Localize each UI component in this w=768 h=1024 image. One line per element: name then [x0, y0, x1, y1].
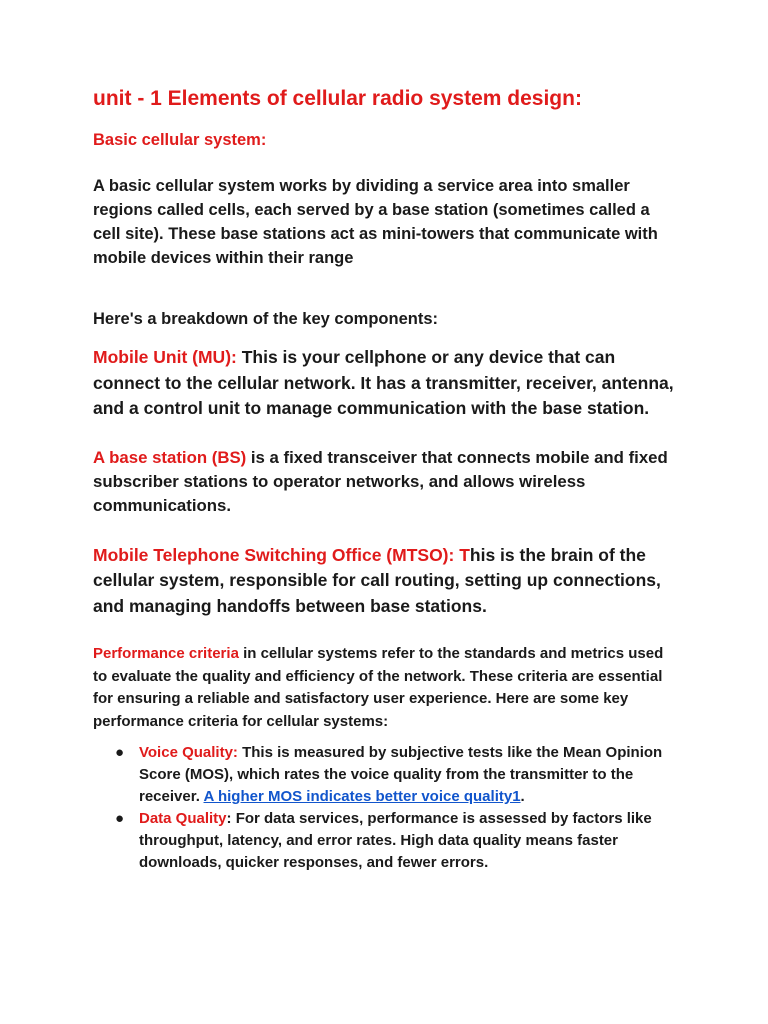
criteria-text: This is measured by subjective tests like the Mean Opinion Score (MOS), which rates the voice quality from the transmitter to the receiver. — [139, 744, 663, 805]
performance-paragraph — [93, 643, 678, 733]
intro-paragraph: A basic cellular system works by dividing a service area into smaller regions called cells, each served by a base station (sometimes called a cell site). These base stations act as mini-towers that communicate with mobile devices within their range — [93, 177, 658, 267]
component-term: A base station (BS) — [93, 447, 247, 467]
bullet-icon: ● — [115, 810, 125, 827]
section-heading: Basic cellular system: — [93, 131, 267, 149]
page-title: unit - 1 Elements of cellular radio system design: — [93, 87, 582, 110]
bullet-icon: ● — [115, 744, 125, 761]
list-item — [93, 742, 678, 808]
component-base-station — [93, 446, 678, 518]
mos-reference-link[interactable]: A higher MOS indicates better voice quality1 — [203, 788, 521, 805]
criteria-list — [93, 742, 678, 874]
component-text: This is your cellphone or any device that can connect to the cellular network. It has a transmitter, receiver, antenna, and a control unit to manage communication with the base station. — [93, 347, 674, 418]
criteria-term: Data Quality — [139, 810, 227, 827]
criteria-term: Voice Quality: — [139, 744, 238, 761]
component-text: is a fixed transceiver that connects mobile and fixed subscriber stations to operator networks, and allows wireless communications. — [93, 447, 668, 515]
criteria-text-end: . — [520, 788, 525, 805]
criteria-text: : For data services, performance is assessed by factors like throughput, latency, and error rates. High data quality means faster downloads, quicker responses, and fewer errors. — [139, 810, 652, 871]
component-text: his is the brain of the cellular system, responsible for call routing, setting up connections, and managing handoffs between base stations. — [93, 544, 661, 616]
component-mtso — [93, 543, 678, 620]
performance-term: Performance criteria — [93, 645, 239, 662]
component-term: Mobile Telephone Switching Office (MTSO): T — [93, 544, 470, 565]
performance-text: in cellular systems refer to the standards and metrics used to evaluate the quality and efficiency of the network. These criteria are essential for ensuring a reliable and satisfactory user experience. Here are some key performance criteria for cellular systems: — [93, 645, 664, 730]
list-item — [93, 808, 678, 874]
component-mobile-unit — [93, 345, 678, 422]
breakdown-paragraph: Here's a breakdown of the key components: — [93, 310, 439, 328]
component-term: Mobile Unit (MU): — [93, 347, 237, 367]
